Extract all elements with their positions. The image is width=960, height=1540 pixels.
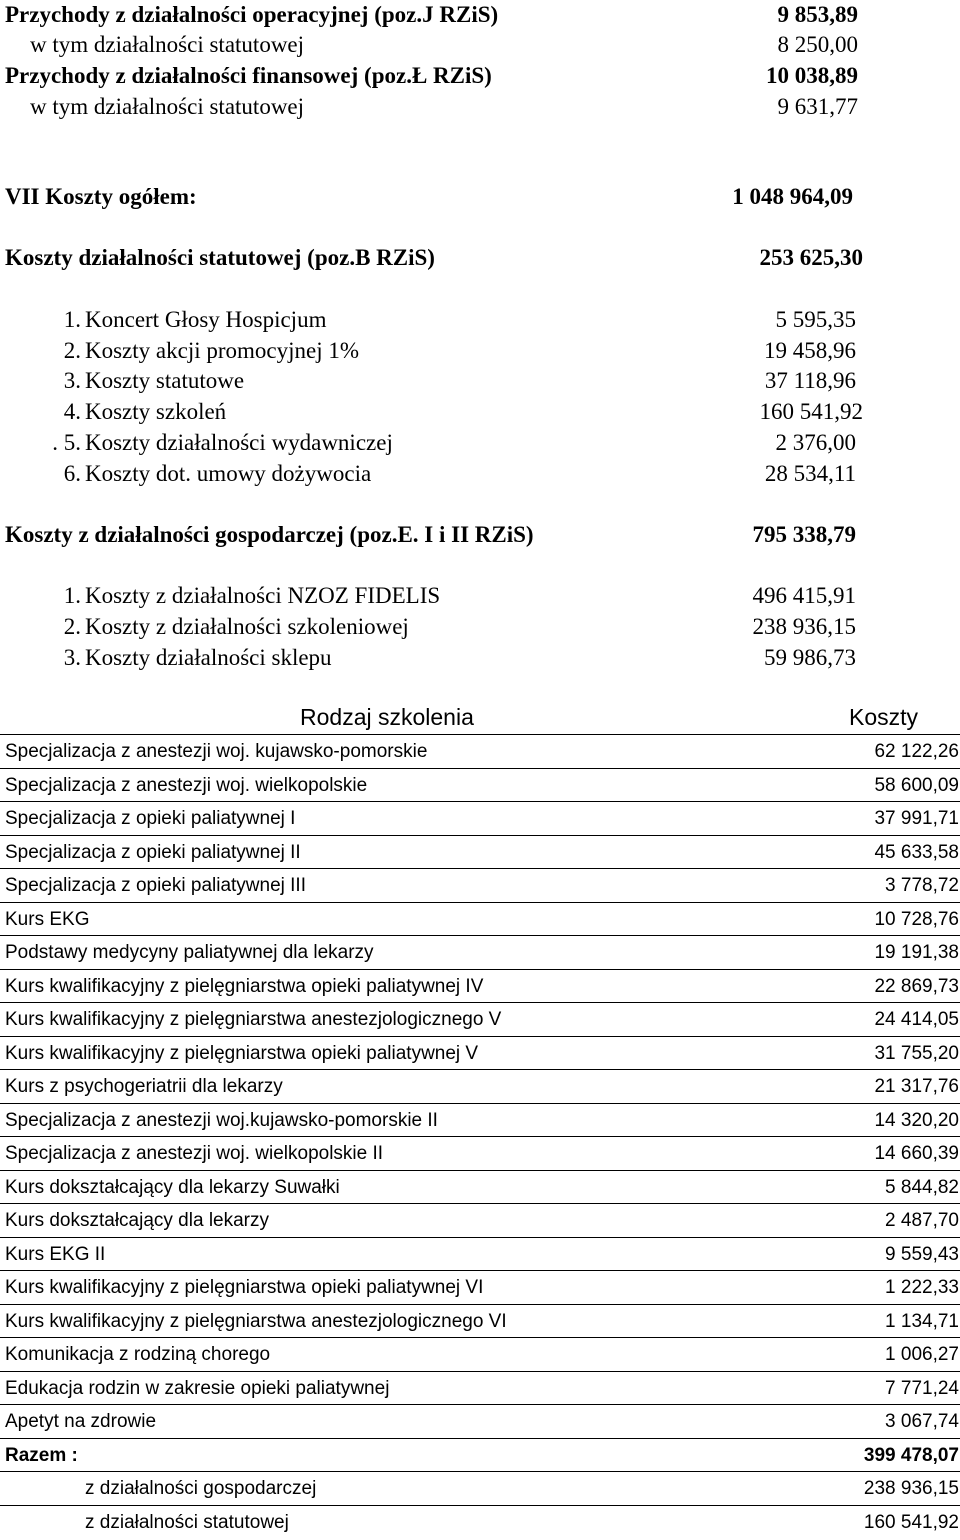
table-row	[0, 1103, 960, 1137]
revenue-financial-label: Przychody z działalności finansowej (poz.Ł RZiS)	[5, 63, 492, 88]
table-row	[0, 1404, 960, 1438]
economic-costs-value: 795 338,79	[752, 522, 856, 547]
list-item-number: 3.	[63, 368, 81, 393]
row-label: Specjalizacja z opieki paliatywnej III	[5, 875, 306, 896]
row-label: Kurs EKG	[5, 909, 90, 930]
row-value: 19 191,38	[874, 942, 959, 963]
list-item-label: Koszty z działalności szkoleniowej	[85, 614, 409, 639]
row-value: 14 320,20	[874, 1110, 959, 1131]
table-row	[0, 1337, 960, 1371]
table-row	[0, 801, 960, 835]
row-value: 2 487,70	[885, 1210, 959, 1231]
row-label: Specjalizacja z anestezji woj. wielkopolskie	[5, 775, 368, 796]
list-item-value: 238 936,15	[752, 614, 856, 639]
row-value: 238 936,15	[863, 1478, 959, 1499]
list-item-label: Koszty z działalności NZOZ FIDELIS	[85, 583, 441, 608]
row-label: Specjalizacja z opieki paliatywnej I	[5, 808, 296, 829]
list-item-number: 2.	[63, 338, 81, 363]
row-value: 9 559,43	[885, 1244, 959, 1265]
row-value: 10 728,76	[874, 909, 959, 930]
row-label: Specjalizacja z anestezji woj. wielkopolskie II	[5, 1143, 384, 1164]
list-item-label: Koszty dot. umowy dożywocia	[85, 461, 372, 486]
list-item-number: 6.	[63, 461, 81, 486]
row-label: Kurs dokształcający dla lekarzy	[5, 1210, 269, 1231]
list-item-number: 4.	[63, 399, 81, 424]
table-row	[0, 902, 960, 936]
list-item-label: Koncert Głosy Hospicjum	[85, 307, 327, 332]
revenue-operational-value: 9 853,89	[777, 2, 858, 27]
list-item-value: 5 595,35	[775, 307, 856, 332]
list-item-value: 160 541,92	[759, 399, 863, 424]
table-subtotal-row	[0, 1471, 960, 1505]
row-label: Razem :	[5, 1445, 78, 1466]
table-row	[0, 1002, 960, 1036]
row-label: Podstawy medycyny paliatywnej dla lekarzy	[5, 942, 374, 963]
row-label: Apetyt na zdrowie	[5, 1411, 157, 1432]
list-item-label: Koszty działalności sklepu	[85, 645, 332, 670]
row-value: 1 006,27	[885, 1344, 959, 1365]
row-value: 24 414,05	[874, 1009, 959, 1030]
table-row	[0, 1237, 960, 1271]
row-label: Specjalizacja z anestezji woj.kujawsko-pomorskie II	[5, 1110, 438, 1131]
row-label: Kurs kwalifikacyjny z pielęgniarstwa anestezjologicznego V	[5, 1009, 502, 1030]
list-item-value: 28 534,11	[764, 461, 856, 486]
economic-costs-label: Koszty z działalności gospodarczej (poz.E. I i II RZiS)	[5, 522, 534, 547]
table-row	[0, 1203, 960, 1237]
row-label: Kurs EKG II	[5, 1244, 106, 1265]
column-header-costs: Koszty	[849, 704, 919, 730]
table-subtotal-row	[0, 1505, 960, 1539]
list-item-value: 2 376,00	[775, 430, 856, 455]
row-value: 3 778,72	[885, 875, 959, 896]
row-label: Komunikacja z rodziną chorego	[5, 1344, 271, 1365]
row-label: Kurs kwalifikacyjny z pielęgniarstwa opieki paliatywnej V	[5, 1043, 479, 1064]
table-row	[0, 969, 960, 1003]
table-row	[0, 1304, 960, 1338]
row-value: 62 122,26	[874, 741, 959, 762]
table-row	[0, 1136, 960, 1170]
revenue-operational-statutory-label: w tym działalności statutowej	[30, 32, 305, 57]
revenue-financial-value: 10 038,89	[766, 63, 858, 88]
list-item-label: Koszty szkoleń	[85, 399, 227, 424]
column-header-training-type: Rodzaj szkolenia	[300, 704, 474, 730]
row-label: Kurs z psychogeriatrii dla lekarzy	[5, 1076, 283, 1097]
table-row	[0, 1069, 960, 1103]
row-value: 31 755,20	[874, 1043, 959, 1064]
list-item-value: 496 415,91	[752, 583, 856, 608]
table-total-row	[0, 1438, 960, 1472]
row-value: 58 600,09	[874, 775, 959, 796]
list-item-value: 59 986,73	[764, 645, 856, 670]
row-value: 3 067,74	[885, 1411, 959, 1432]
list-item-number: . 5.	[52, 430, 81, 455]
row-label: Kurs kwalifikacyjny z pielęgniarstwa opieki paliatywnej IV	[5, 976, 484, 997]
row-label: Kurs kwalifikacyjny z pielęgniarstwa opieki paliatywnej VI	[5, 1277, 484, 1298]
list-item-number: 1.	[63, 307, 81, 332]
list-item-value: 19 458,96	[764, 338, 856, 363]
table-row	[0, 1270, 960, 1304]
row-value: 22 869,73	[874, 976, 959, 997]
list-item-number: 3.	[63, 645, 81, 670]
row-value: 7 771,24	[885, 1378, 959, 1399]
row-value: 14 660,39	[874, 1143, 959, 1164]
list-item-value: 37 118,96	[764, 368, 856, 393]
row-value: 1 134,71	[885, 1311, 959, 1332]
row-label: z działalności gospodarczej	[85, 1478, 317, 1499]
revenue-operational-statutory-value: 8 250,00	[777, 32, 858, 57]
table-row	[0, 935, 960, 969]
table-row	[0, 835, 960, 869]
row-value: 399 478,07	[863, 1445, 959, 1466]
list-item-label: Koszty akcji promocyjnej 1%	[85, 338, 360, 363]
list-item-label: Koszty działalności wydawniczej	[85, 430, 393, 455]
row-label: Specjalizacja z opieki paliatywnej II	[5, 842, 301, 863]
table-row	[0, 868, 960, 902]
list-item-number: 1.	[63, 583, 81, 608]
row-value: 21 317,76	[874, 1076, 959, 1097]
revenue-financial-statutory-value: 9 631,77	[777, 94, 858, 119]
row-label: Kurs kwalifikacyjny z pielęgniarstwa anestezjologicznego VI	[5, 1311, 507, 1332]
row-label: Specjalizacja z anestezji woj. kujawsko-pomorskie	[5, 741, 428, 762]
statutory-costs-value: 253 625,30	[759, 245, 863, 270]
list-item-label: Koszty statutowe	[85, 368, 245, 393]
table-row	[0, 1036, 960, 1070]
row-label: Kurs dokształcający dla lekarzy Suwałki	[5, 1177, 340, 1198]
total-costs-label: VII Koszty ogółem:	[5, 184, 197, 209]
revenue-financial-statutory-label: w tym działalności statutowej	[30, 94, 305, 119]
table-row	[0, 768, 960, 802]
row-value: 45 633,58	[874, 842, 959, 863]
table-row	[0, 734, 960, 768]
table-row	[0, 1371, 960, 1405]
statutory-costs-label: Koszty działalności statutowej (poz.B RZiS)	[5, 245, 435, 270]
list-item-number: 2.	[63, 614, 81, 639]
row-value: 5 844,82	[885, 1177, 959, 1198]
row-value: 1 222,33	[885, 1277, 959, 1298]
row-value: 37 991,71	[874, 808, 959, 829]
table-row	[0, 1170, 960, 1204]
total-costs-value: 1 048 964,09	[732, 184, 853, 209]
row-value: 160 541,92	[863, 1512, 959, 1533]
revenue-operational-label: Przychody z działalności operacyjnej (poz.J RZiS)	[5, 2, 499, 27]
row-label: z działalności statutowej	[85, 1512, 289, 1533]
row-label: Edukacja rodzin w zakresie opieki paliatywnej	[5, 1378, 390, 1399]
